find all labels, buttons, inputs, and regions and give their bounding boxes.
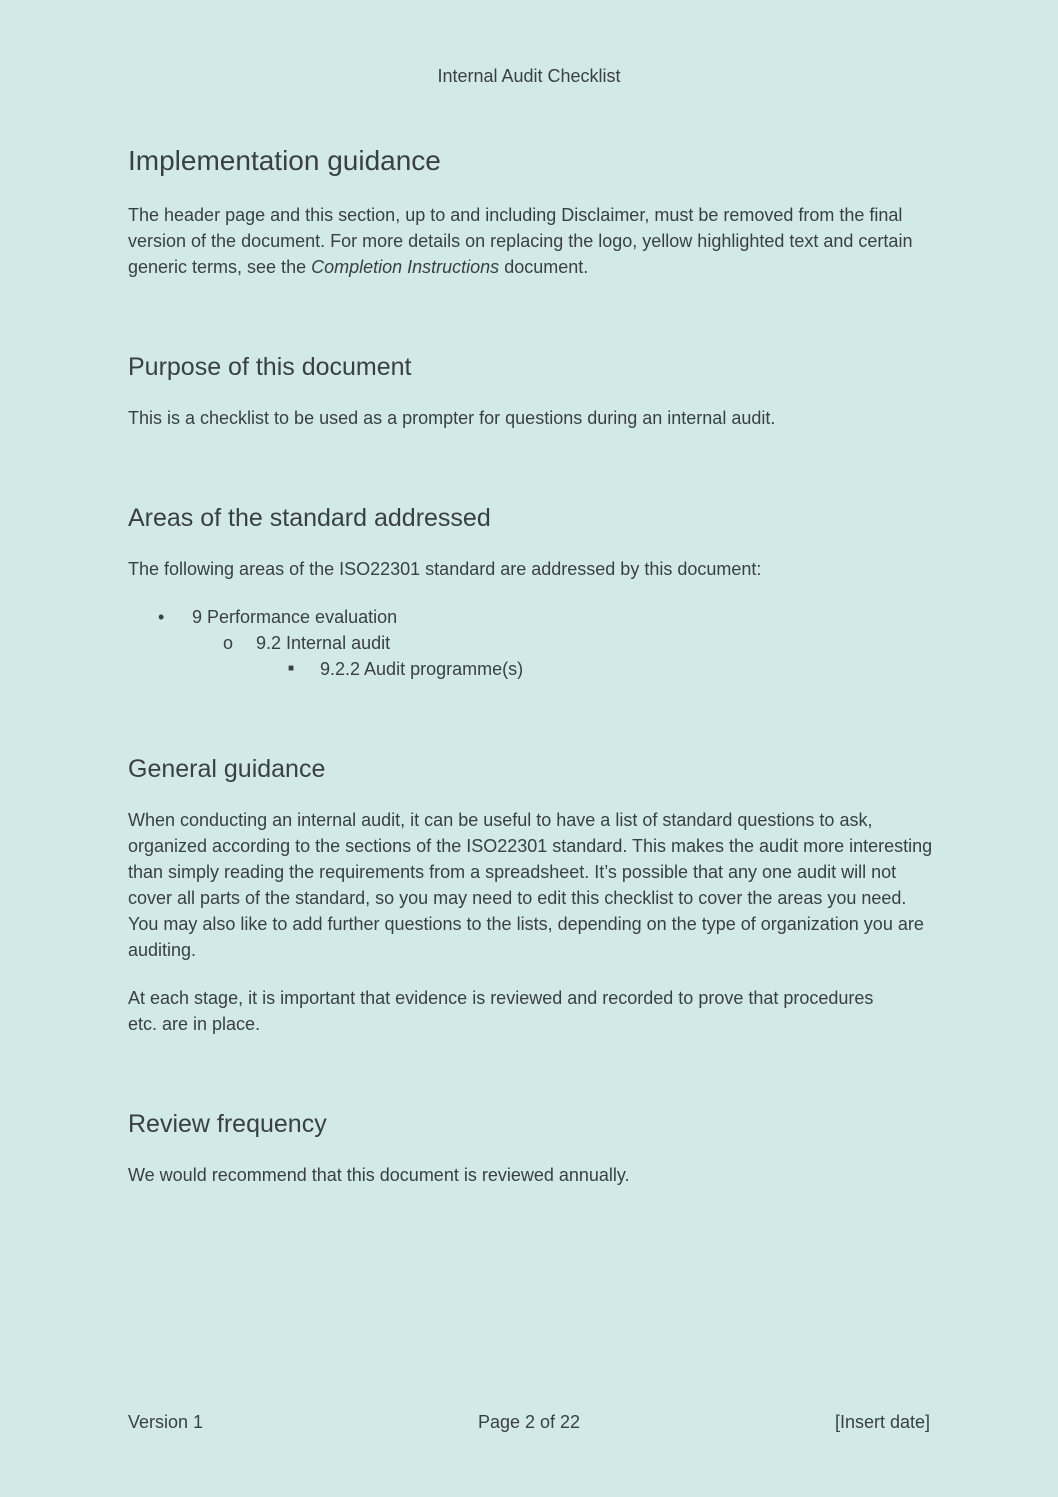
implementation-heading: Implementation guidance [128,145,441,176]
purpose-heading: Purpose of this document [128,353,412,381]
bullet-circle-icon: o [223,633,234,653]
purpose-text: This is a checklist to be used as a prompter for questions during an internal audit. [128,408,776,428]
general-paragraph-1: When conducting an internal audit, it can be useful to have a list of standard questions to ask, organized according to the sections of the ISO22301 standard. This makes the audit more interesting than simply reading the requirements from a spreadsheet. It’s possible that any one audit will not cover all parts of the standard, so you may need to edit this checklist to cover the areas you need. You may also like to add further questions to the lists, depending on the type of organization you are auditing. [128,810,933,960]
implementation-text-start: The header page and this section, up to and including Disclaimer, must be removed from the final version of the document. For more details on replacing the logo, yellow highlighted text and certain generic terms, see the [128,205,913,277]
implementation-text [128,202,933,280]
footer-page-number: Page 2 of 22 [477,1412,581,1432]
review-text: We would recommend that this document is reviewed annually. [128,1165,630,1185]
review-heading: Review frequency [128,1110,327,1138]
list-item-level-3: 9.2.2 Audit programme(s) [320,659,524,679]
list-item-level-2: 9.2 Internal audit [256,633,391,653]
footer-version: Version 1 [128,1412,204,1432]
list-item-level-1: 9 Performance evaluation [192,607,398,627]
bullet-square-icon: ■ [288,663,295,674]
page-header-title: Internal Audit Checklist [437,66,621,86]
areas-heading: Areas of the standard addressed [128,504,491,532]
completion-instructions-reference: Completion Instructions [311,257,500,277]
general-heading: General guidance [128,755,326,783]
bullet-disc-icon: • [158,607,165,627]
implementation-text-end: document. [499,257,589,277]
general-paragraph-2: At each stage, it is important that evidence is reviewed and recorded to prove that procedures etc. are in place. [128,988,874,1034]
areas-text: The following areas of the ISO22301 standard are addressed by this document: [128,559,762,579]
footer-date: [Insert date] [834,1412,930,1432]
